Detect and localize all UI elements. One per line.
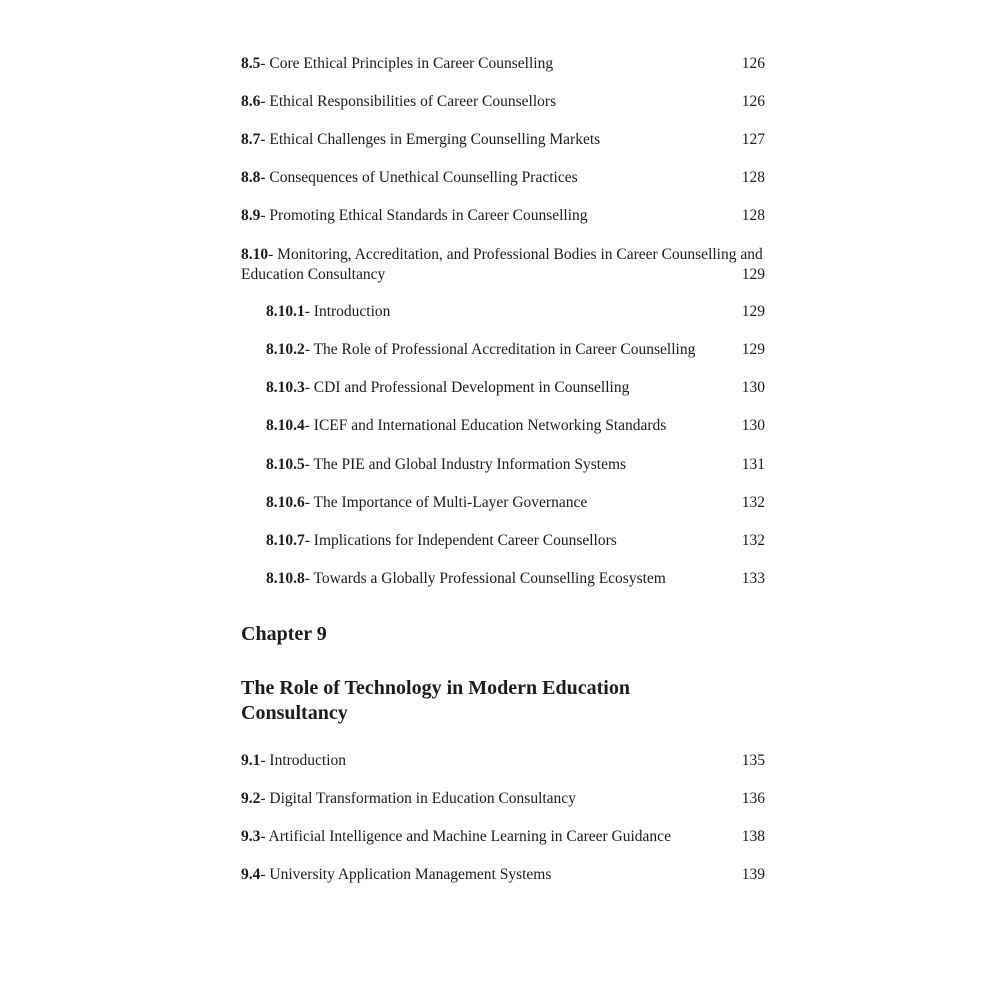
- section-number: 9.1: [241, 752, 261, 769]
- page-number: 128: [741, 207, 765, 224]
- toc-entry: [241, 827, 765, 847]
- section-title: - The Role of Professional Accreditation in Career Counselling: [304, 341, 696, 358]
- section-title: - The PIE and Global Industry Information Systems: [304, 456, 627, 473]
- toc-entry: [241, 751, 765, 771]
- section-number: 8.9: [241, 207, 261, 224]
- page-number: 128: [741, 169, 765, 186]
- toc-entry: [241, 789, 765, 809]
- section-title: - Ethical Responsibilities of Career Counsellors: [260, 93, 557, 110]
- section-title: - Ethical Challenges in Emerging Counselling Markets: [260, 131, 601, 148]
- toc-subentry: [266, 416, 765, 436]
- section-title: - Towards a Globally Professional Counselling Ecosystem: [304, 570, 666, 587]
- section-title: - ICEF and International Education Networking Standards: [304, 417, 667, 434]
- page-number: 129: [741, 266, 765, 283]
- section-title: - Introduction: [304, 303, 391, 320]
- toc-subentry: [266, 493, 765, 513]
- page-number: 126: [741, 93, 765, 110]
- toc-entry: [241, 92, 765, 112]
- section-number: 8.5: [241, 55, 261, 72]
- toc-subentry: [266, 378, 765, 398]
- section-number: 8.7: [241, 131, 261, 148]
- section-title: - University Application Management Systems: [260, 866, 552, 883]
- toc-entry: [241, 206, 765, 226]
- page-number: 129: [741, 303, 765, 320]
- page-number: 126: [741, 55, 765, 72]
- section-title: - Digital Transformation in Education Consultancy: [260, 790, 576, 807]
- section-number: 8.10.7: [266, 532, 305, 549]
- section-number: 9.2: [241, 790, 261, 807]
- page-number: 129: [741, 341, 765, 358]
- page-number: 131: [741, 456, 765, 473]
- chapter-title: The Role of Technology in Modern Education Consultancy: [241, 677, 630, 724]
- page-number: 139: [741, 866, 765, 883]
- section-title: - Monitoring, Accreditation, and Professional Bodies in Career Counselling and Education Consultancy: [241, 246, 763, 283]
- toc-subentry: [266, 455, 765, 475]
- chapter-label: Chapter 9: [241, 623, 327, 645]
- section-number: 8.10.6: [266, 494, 305, 511]
- page-number: 136: [741, 790, 765, 807]
- page-number: 132: [741, 532, 765, 549]
- section-number: 8.8: [241, 169, 261, 186]
- section-number: 8.10.4: [266, 417, 305, 434]
- page-number: 132: [741, 494, 765, 511]
- page-number: 133: [741, 570, 765, 587]
- section-number: 8.6: [241, 93, 261, 110]
- section-title: - Core Ethical Principles in Career Counselling: [260, 55, 554, 72]
- section-title: - Promoting Ethical Standards in Career Counselling: [260, 207, 588, 224]
- section-number: 8.10.3: [266, 379, 305, 396]
- section-number: 8.10.8: [266, 570, 305, 587]
- toc-entry: [241, 54, 765, 74]
- section-title: - Consequences of Unethical Counselling Practices: [260, 169, 578, 186]
- page-number: 138: [741, 828, 765, 845]
- section-title: - Implications for Independent Career Counsellors: [304, 532, 617, 549]
- section-title: - Introduction: [260, 752, 347, 769]
- section-number: 8.10.5: [266, 456, 305, 473]
- section-title: - CDI and Professional Development in Counselling: [304, 379, 630, 396]
- section-number: 9.3: [241, 828, 261, 845]
- page-number: 130: [741, 417, 765, 434]
- section-number: 8.10: [241, 246, 269, 263]
- section-title: - The Importance of Multi-Layer Governance: [304, 494, 588, 511]
- toc-subentry: [266, 340, 765, 360]
- toc-entry: [241, 865, 765, 885]
- toc-subentry: [266, 569, 765, 589]
- toc-subentry: [266, 302, 765, 322]
- page-number: 130: [741, 379, 765, 396]
- toc-entry: [241, 245, 765, 285]
- toc-entry: [241, 130, 765, 150]
- section-number: 8.10.1: [266, 303, 305, 320]
- page-number: 135: [741, 752, 765, 769]
- page-number: 127: [741, 131, 765, 148]
- section-number: 9.4: [241, 866, 261, 883]
- section-title: - Artificial Intelligence and Machine Learning in Career Guidance: [260, 828, 671, 845]
- toc-entry: [241, 168, 765, 188]
- toc-subentry: [266, 531, 765, 551]
- section-number: 8.10.2: [266, 341, 305, 358]
